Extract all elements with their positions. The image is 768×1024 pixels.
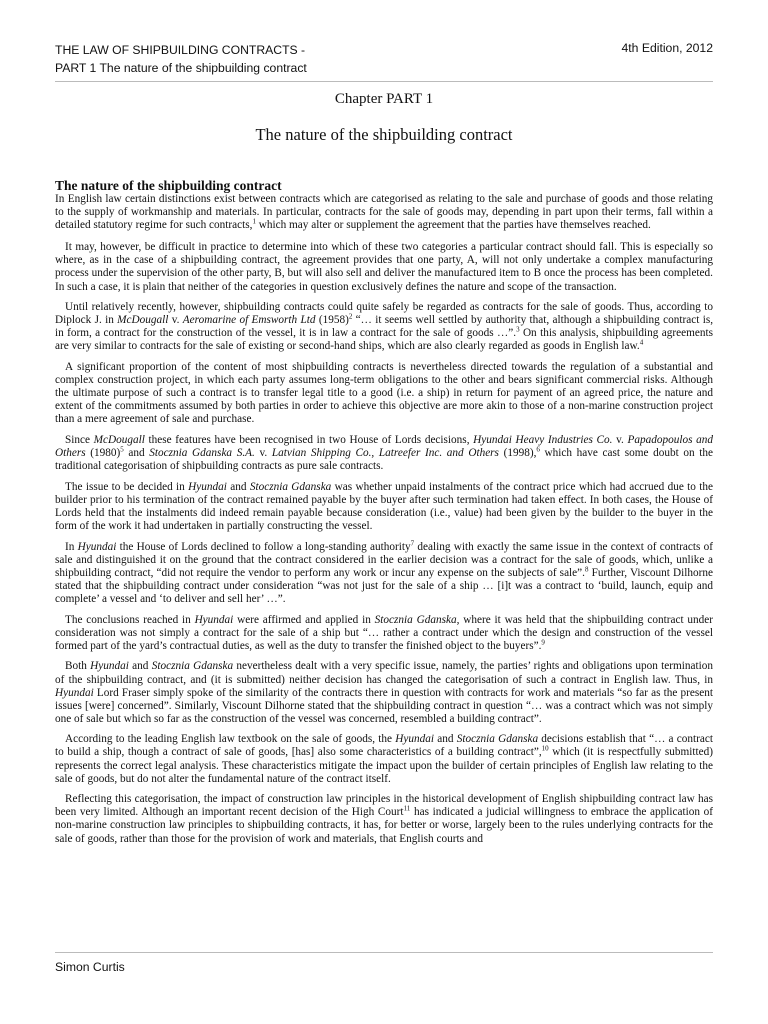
- footnote-marker[interactable]: 4: [639, 338, 644, 347]
- footnote-marker[interactable]: 11: [403, 804, 411, 813]
- case-name: Papadopoulos and Others: [55, 434, 713, 460]
- body-paragraph: In English law certain distinctions exist between contracts which are categorised as relating to the sale and purchase of goods and those relating to the supply of workmanship and materials. In particular, contracts for the sale of goods may, depending in part upon their terms, fall within a detailed statutory regime for such contracts,$^1$ which may alter or supplement the agreement that the parties have themselves reached.: [55, 193, 713, 232]
- body-paragraph: According to the leading English law textbook on the sale of goods, the Hyundai and Stocznia Gdanska decisions establish that “… a contract to build a ship, though a contract of sale of goods, [has] also some characteristics of a building contract”,$^{10}$ which (it is respectfully submitted) represents the correct legal analysis. These characteristics mitigate the impact upon the builder of certain principles of English law relating to the sale of goods, but do not alter the fundamental nature of the contract itself.: [55, 733, 713, 785]
- edition-label: 4th Edition, 2012: [621, 41, 713, 55]
- body-paragraph: A significant proportion of the content of most shipbuilding contracts is nevertheless directed towards the regulation of a substantial and complex construction project, in which each party assumes long-term obligations to the other and bears significant commercial risks. Although the ultimate purpose of such a contract is to transfer legal title to a good (i.e. a ship) in return for payment of an agreed price, the nature and extent of the commitments assumed by both parties in order to achieve this objective are more akin to those of a non-marine construction project than a mere agreement of sale and purchase.: [55, 361, 713, 426]
- case-name: Hyundai: [188, 480, 227, 493]
- footnote-marker[interactable]: 8: [584, 565, 589, 574]
- document-body: [55, 178, 713, 846]
- footnote-marker[interactable]: 9: [541, 638, 545, 647]
- section-heading: The nature of the shipbuilding contract: [55, 178, 282, 193]
- body-paragraph: Reflecting this categorisation, the impact of construction law principles in the historical development of English shipbuilding contract law has been very limited. Although an important recent decision of the High Court$^{11}$ has indicated a judicial willingness to embrace the application of non-marine construction law principles to shipbuilding contracts, it has, for better or worse, largely been to the rules underlying contracts for the sale of goods, rather than those for the provision of work and materials, that English courts and: [55, 793, 714, 845]
- case-name: McDougall: [117, 314, 169, 327]
- footer-divider: [55, 952, 713, 953]
- footnote-marker[interactable]: 3: [516, 325, 520, 334]
- footer-author: Simon Curtis: [55, 960, 125, 974]
- part-subtitle: PART 1 The nature of the shipbuilding contract: [55, 61, 307, 75]
- body-paragraph: It may, however, be difficult in practice to determine into which of these two categories a particular contract should fall. This is especially so where, as in the case of a shipbuilding contract, the agreement provides that one party, A, will not only undertake a complex manufacturing process under the supervision of the other party, B, but will also sell and deliver the manufactured item to B once the process has been completed. In such a case, it is plain that neither of the categories in question exclusively defines the nature and scope of the transaction.: [55, 241, 713, 293]
- case-name: Latvian Shipping Co., Latreefer Inc. and Others: [271, 447, 499, 460]
- case-name: Hyundai: [194, 613, 234, 626]
- footnote-marker[interactable]: 6: [536, 445, 540, 454]
- body-paragraph: Both Hyundai and Stocznia Gdanska nevertheless dealt with a very specific issue, namely, the parties’ rights and obligations upon termination of the shipbuilding contract, and (it is submitted) neither decision has changed the categorisation of such a contract in English law. Thus, in Hyundai Lord Fraser simply spoke of the similarity of the contracts there in question with contracts for work and materials “so far as the present issues [were] concerned”. Similarly, Viscount Dilhorne stated that the shipbuilding contract in question “… was a contract which was not simply one of sale but which so far as the construction of the vessel was concerned, resembled a building contract”.: [55, 660, 713, 725]
- case-name: Aeromarine of Emsworth Ltd: [182, 314, 316, 327]
- case-name: Hyundai: [395, 733, 435, 746]
- case-name: Hyundai Heavy Industries Co.: [473, 434, 613, 446]
- body-paragraph: Since McDougall these features have been recognised in two House of Lords decisions, Hyundai Heavy Industries Co. v. Papadopoulos and Others $(1980)^5$ and Stocznia Gdanska S.A. v. Latvian Shipping Co., Latreefer Inc. and Others (1998),$^6$ which have cast some doubt on the traditional categorisation of shipbuilding contracts as pure sale contracts.: [55, 434, 713, 473]
- case-name: Hyundai: [77, 540, 117, 553]
- running-header: [55, 41, 307, 77]
- case-name: Stocznia Gdanska: [151, 660, 234, 673]
- paragraph-list: [55, 193, 713, 846]
- body-paragraph: In Hyundai the House of Lords declined to follow a long-standing authority$^7$ dealing with exactly the same issue in the context of contracts of sale and distinguished it on the ground that the contract considered in the earlier decision was a contract for the sale of goods, which, unlike a shipbuilding contract, “did not require the vendor to perform any work or incur any expense on the subjects of sale”.$^8$ Further, Viscount Dilhorne stated that the shipbuilding contract under consideration “was not just for the sale of a ship … [i]t was a contract to ‘build, launch, equip and complete’ a vessel and ‘to deliver and sell her’ …”.: [55, 538, 713, 606]
- case-name: Stocznia Gdanska: [456, 733, 539, 746]
- chapter-title: The nature of the shipbuilding contract: [255, 125, 513, 144]
- book-title: THE LAW OF SHIPBUILDING CONTRACTS -: [55, 43, 306, 57]
- case-name: McDougall: [93, 434, 145, 446]
- header-divider: [55, 81, 713, 82]
- footnote-marker[interactable]: 5: [120, 445, 124, 454]
- case-name: Stocznia Gdanska S.A.: [149, 447, 255, 460]
- case-name: Hyundai: [90, 660, 129, 673]
- body-paragraph: The issue to be decided in Hyundai and Stocznia Gdanska was whether unpaid instalments of the contract price which had accrued due to the builder prior to his termination of the contract remained payable by the buyer after such termination had taken effect. In both cases, the House of Lords held that the instalments did indeed remain payable because consideration (i.e., value) had been given by the builder to the buyer in the form of the work it had undertaken in partially constructing the vessel.: [55, 480, 713, 533]
- case-name: Stocznia Gdanska: [249, 480, 332, 493]
- footnote-marker[interactable]: 2: [348, 312, 353, 321]
- chapter-label: Chapter PART 1: [334, 91, 434, 107]
- body-paragraph: The conclusions reached in Hyundai were affirmed and applied in Stocznia Gdanska, where it was held that the shipbuilding contract under consideration was not simply a contract for the sale of a ship but “… rather a contract under which the design and construction of the vessel formed part of the yard’s contractual duties, as well as the duty to transfer the finished object to the buyers”.$^9$: [55, 613, 713, 652]
- footnote-marker[interactable]: 7: [410, 538, 415, 547]
- case-name: Stocznia Gdanska,: [374, 613, 460, 626]
- case-name: Hyundai: [55, 686, 94, 699]
- footnote-marker[interactable]: 1: [252, 217, 256, 226]
- footnote-marker[interactable]: 10: [541, 744, 549, 753]
- body-paragraph: Until relatively recently, however, shipbuilding contracts could quite safely be regarded as contracts for the sale of goods. Thus, according to Diplock J. in McDougall v. Aeromarine of Emsworth Ltd $(1958)^2$ “… it seems well settled by authority that, although a shipbuilding contract is, in form, a contract for the construction of the vessel, it is in law a contract for the sale of goods …”.$^3$ On this analysis, shipbuilding agreements are very similar to contracts for the sale of existing or second-hand ships, which are also clearly regarded as goods in English law.$^4$: [55, 301, 714, 353]
